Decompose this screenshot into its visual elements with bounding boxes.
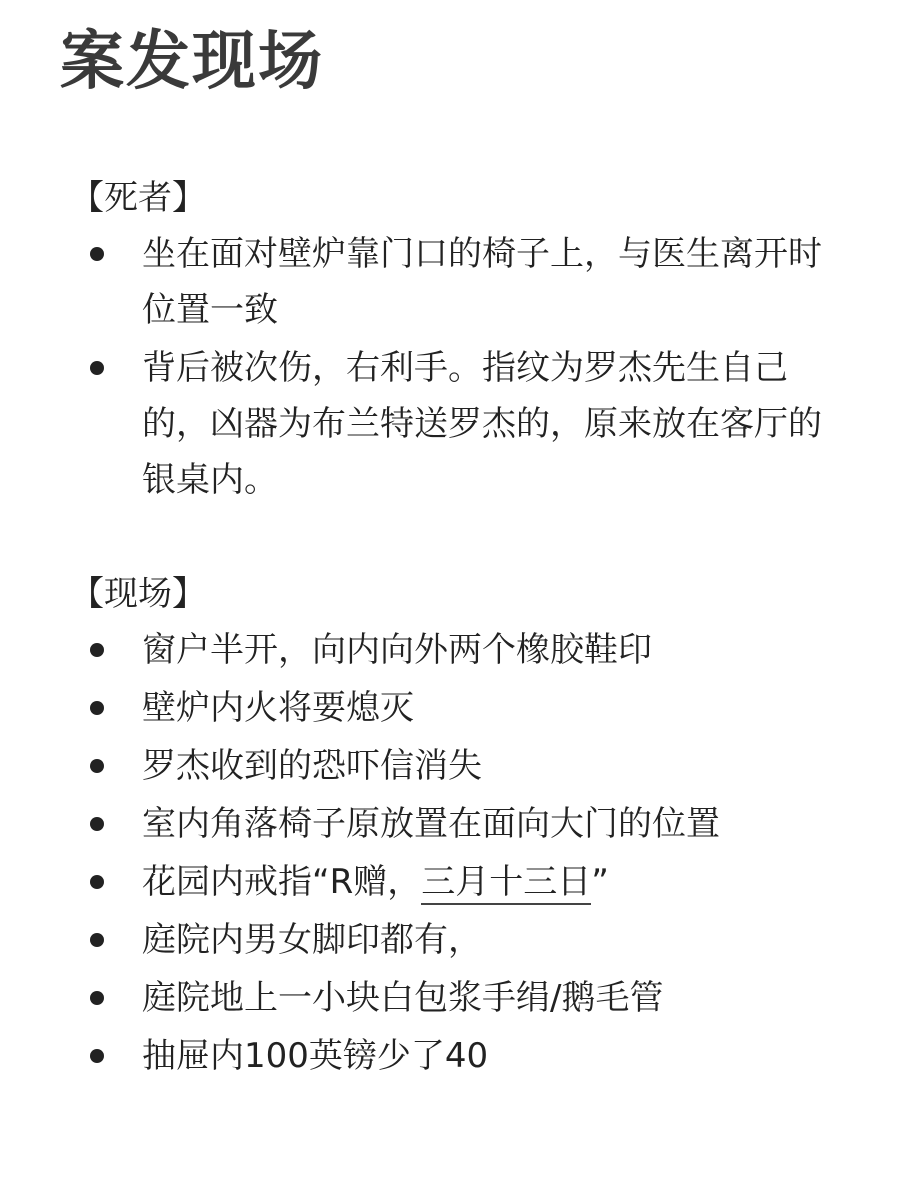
- section-deceased: [60, 174, 840, 508]
- section-heading-deceased: 【死者】: [70, 178, 206, 218]
- ring-inscription-date: 三月十三日: [421, 862, 591, 905]
- list-item-text: 室内角落椅子原放置在面向大门的位置: [142, 804, 720, 844]
- list-item-text: 坐在面对壁炉靠门口的椅子上，与医生离开时位置一致: [142, 234, 822, 330]
- bullet-icon: [90, 701, 104, 715]
- bullet-icon: [90, 817, 104, 831]
- list-item-text: [142, 862, 609, 905]
- list-item: [60, 738, 840, 794]
- list-item: [60, 1028, 840, 1084]
- list-item: [60, 796, 840, 852]
- list-item: [60, 912, 840, 968]
- list-item-text: 窗户半开，向内向外两个橡胶鞋印: [142, 630, 652, 670]
- scene-list: [60, 622, 840, 1084]
- list-item: [60, 226, 840, 338]
- list-item-text: 庭院地上一小块白包浆手绢/鹅毛管: [142, 978, 664, 1018]
- bullet-icon: [90, 361, 104, 375]
- ring-inscription-prefix: 花园内戒指“R赠，: [142, 862, 422, 902]
- bullet-icon: [90, 875, 104, 889]
- bullet-icon: [90, 933, 104, 947]
- page-title: 案发现场: [60, 25, 324, 99]
- section-heading-scene: 【现场】: [70, 574, 206, 614]
- section-scene: [60, 570, 840, 1084]
- bullet-icon: [90, 759, 104, 773]
- list-item-text: 庭院内男女脚印都有，: [142, 920, 482, 960]
- list-item: [60, 970, 840, 1026]
- list-item: [60, 680, 840, 736]
- list-item-text: 壁炉内火将要熄灭: [142, 688, 414, 728]
- list-item: [60, 340, 840, 508]
- bullet-icon: [90, 1049, 104, 1063]
- deceased-list: [60, 226, 840, 508]
- bullet-icon: [90, 247, 104, 261]
- ring-inscription-suffix: ”: [591, 862, 609, 902]
- list-item-text: 背后被次伤，右利手。指纹为罗杰先生自己的，凶器为布兰特送罗杰的，原来放在客厅的银桌内。: [142, 348, 822, 500]
- bullet-icon: [90, 991, 104, 1005]
- list-item: [60, 854, 840, 910]
- bullet-icon: [90, 643, 104, 657]
- list-item-text: 罗杰收到的恐吓信消失: [142, 746, 482, 786]
- list-item-text: 抽屉内100英镑少了40: [142, 1036, 489, 1076]
- list-item: [60, 622, 840, 678]
